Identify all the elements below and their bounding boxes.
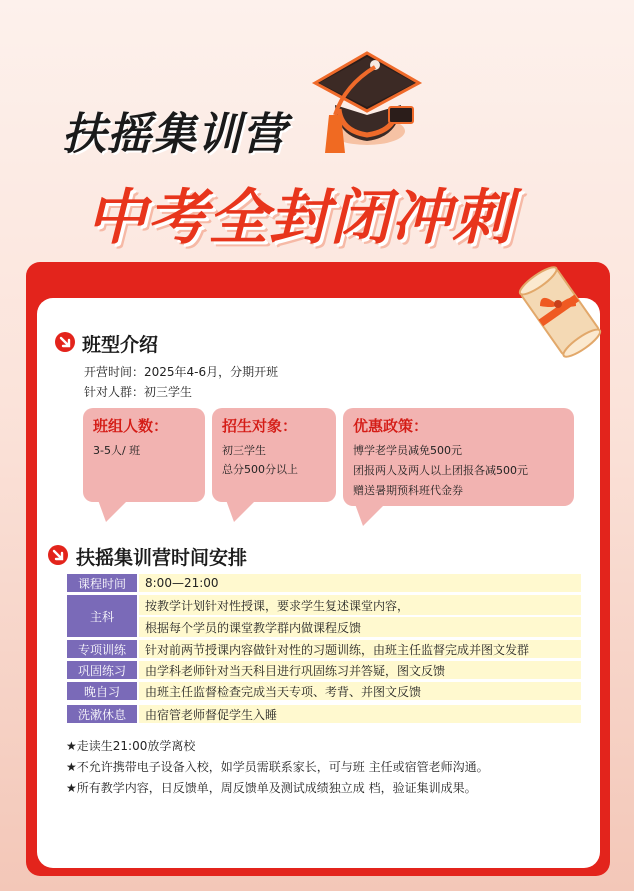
bubble-title: 优惠政策： bbox=[353, 417, 429, 435]
schedule-cell: 8:00—21:00 bbox=[139, 574, 581, 592]
schedule-label: 巩固练习 bbox=[67, 661, 137, 679]
header-title-line2: 中考全封闭冲刺 bbox=[86, 183, 513, 253]
schedule-label: 晚自习 bbox=[67, 682, 137, 700]
bubble-discount bbox=[343, 408, 574, 506]
schedule-row bbox=[67, 705, 581, 723]
schedule-cell: 由学科老师针对当天科目进行巩固练习并答疑，图文反馈 bbox=[139, 661, 581, 679]
arrow-circle-icon bbox=[48, 545, 68, 565]
bubble-enrollment bbox=[212, 408, 336, 502]
info-line-target: 针对人群：初三学生 bbox=[84, 385, 193, 399]
header-title-line1: 扶摇集训营 bbox=[62, 109, 287, 160]
schedule-row bbox=[67, 640, 581, 658]
arrow-circle-icon bbox=[55, 332, 75, 352]
schedule-row bbox=[67, 574, 581, 592]
bubble-tail bbox=[98, 500, 128, 524]
graduation-cap-icon bbox=[305, 45, 425, 165]
note-line: ★走读生21:00放学离校 bbox=[66, 739, 196, 753]
bubble-tail bbox=[355, 504, 385, 528]
bubble-line: 赠送暑期预科班代金券 bbox=[353, 484, 463, 497]
schedule-cell: 由班主任监督检查完成当天专项、考背、并图文反馈 bbox=[139, 682, 581, 700]
schedule-cell: 针对前两节授课内容做针对性的习题训练，由班主任监督完成并图文发群 bbox=[139, 640, 581, 658]
schedule-cell: 根据每个学员的课堂教学群内做课程反馈 bbox=[139, 617, 581, 637]
bubble-title: 招生对象： bbox=[222, 417, 298, 435]
note-line: ★所有教学内容，日反馈单，周反馈单及测试成绩独立成 档，验证集训成果。 bbox=[66, 781, 477, 795]
bubble-line: 3-5人/ 班 bbox=[93, 444, 141, 457]
schedule-label: 洗漱休息 bbox=[67, 705, 137, 723]
info-line-open-date: 开营时间：2025年4-6月，分期开班 bbox=[84, 365, 279, 379]
schedule-cell: 按教学计划针对性授课，要求学生复述课堂内容， bbox=[139, 595, 581, 615]
schedule-label: 主科 bbox=[67, 595, 137, 637]
bubble-class-size bbox=[83, 408, 205, 502]
bubble-line: 初三学生 bbox=[222, 444, 266, 457]
bubble-line: 团报两人及两人以上团报各减500元 bbox=[353, 464, 528, 477]
schedule-row bbox=[67, 661, 581, 679]
bubble-line: 博学老学员减免500元 bbox=[353, 444, 462, 457]
section-title-schedule: 扶摇集训营时间安排 bbox=[76, 547, 248, 569]
schedule-row bbox=[67, 595, 581, 637]
schedule-label: 专项训练 bbox=[67, 640, 137, 658]
schedule-row bbox=[67, 682, 581, 700]
diploma-scroll-icon bbox=[518, 262, 602, 362]
bubble-tail bbox=[226, 500, 256, 524]
schedule-cell: 由宿管老师督促学生入睡 bbox=[139, 705, 581, 723]
schedule-label: 课程时间 bbox=[67, 574, 137, 592]
section-title-class-intro: 班型介绍 bbox=[82, 334, 159, 356]
bubble-title: 班组人数： bbox=[93, 417, 169, 435]
bubble-line: 总分500分以上 bbox=[222, 463, 298, 476]
note-line: ★不允许携带电子设备入校，如学员需联系家长，可与班 主任或宿管老师沟通。 bbox=[66, 760, 489, 774]
